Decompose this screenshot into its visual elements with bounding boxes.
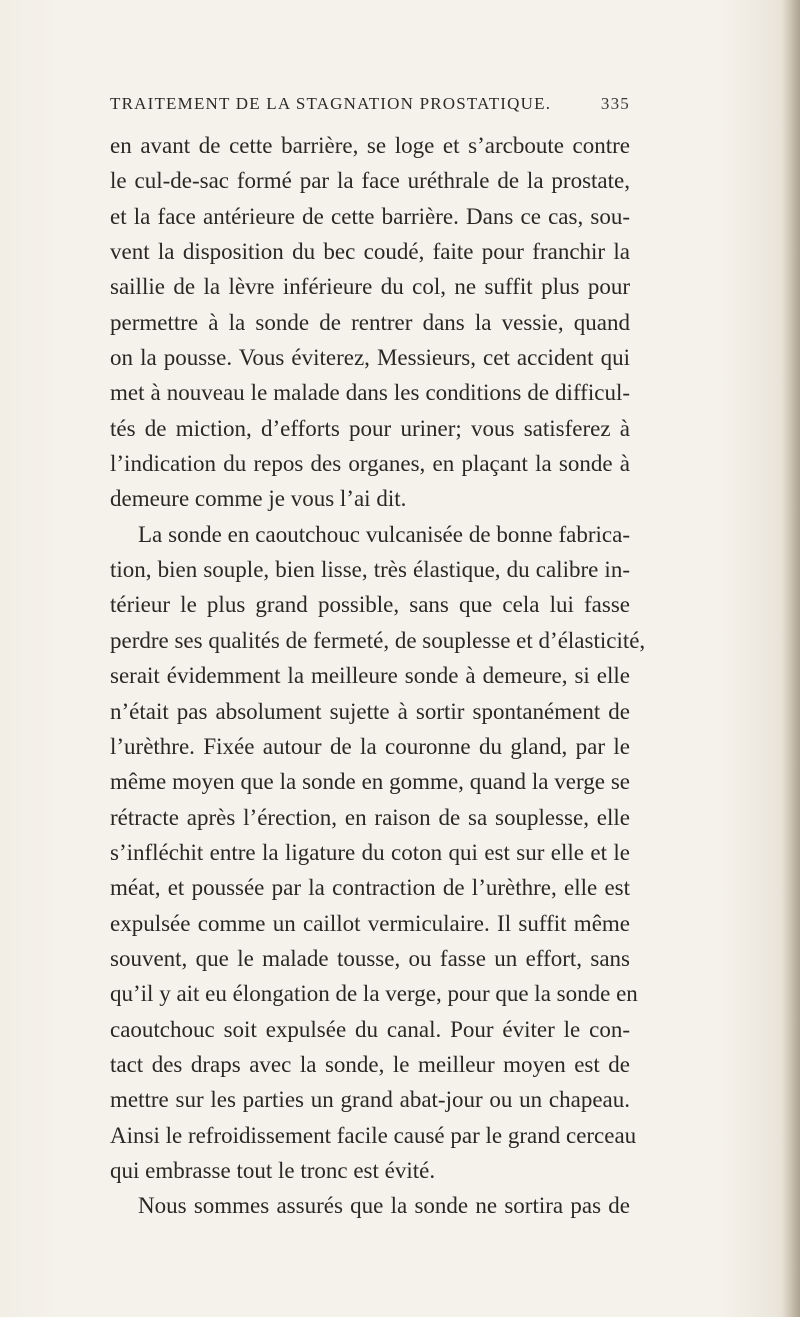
text-line: met à nouveau le malade dans les conditions de difficul- (110, 380, 630, 406)
text-line: vent la disposition du bec coudé, faite pour franchir la (110, 239, 630, 265)
text-line: tés de miction, d’efforts pour uriner; vous satisferez à (110, 415, 630, 441)
page-header (110, 94, 630, 124)
body-text (110, 128, 646, 1224)
text-line: térieur le plus grand possible, sans que cela lui fasse (110, 592, 630, 618)
text-line: méat, et poussée par la contraction de l’urèthre, elle est (110, 875, 630, 901)
running-title: TRAITEMENT DE LA STAGNATION PROSTATIQUE. (110, 94, 552, 113)
text-line: qu’il y ait eu élongation de la verge, pour que la sonde en (110, 981, 638, 1007)
text-line: le cul-de-sac formé par la face uréthrale de la prostate, (110, 168, 630, 194)
text-line: on la pousse. Vous éviterez, Messieurs, cet accident qui (110, 345, 630, 371)
text-line: tact des draps avec la sonde, le meilleur moyen est de (110, 1051, 630, 1077)
text-line: même moyen que la sonde en gomme, quand la verge se (110, 769, 630, 795)
text-line: en avant de cette barrière, se loge et s’arcboute contre (110, 133, 630, 158)
text-line: permettre à la sonde de rentrer dans la vessie, quand (110, 309, 630, 335)
text-line: Ainsi le refroidissement facile causé par le grand cerceau (110, 1122, 637, 1148)
text-line: expulsée comme un caillot vermiculaire. Il suffit même (110, 910, 630, 936)
text-line: s’infléchit entre la ligature du coton qui est sur elle et le (110, 839, 630, 865)
text-line: l’urèthre. Fixée autour de la couronne du gland, par le (110, 733, 630, 759)
text-line: demeure comme je vous l’ai dit. (110, 486, 407, 512)
text-line: serait évidemment la meilleure sonde à demeure, si elle (110, 663, 630, 689)
text-line: mettre sur les parties un grand abat-jour ou un chapeau. (110, 1087, 630, 1113)
text-line: n’était pas absolument sujette à sortir spontanément de (110, 698, 630, 724)
text-line: tion, bien souple, bien lisse, très élastique, du calibre in- (110, 557, 630, 583)
paragraph-start-line: La sonde en caoutchouc vulcanisée de bonne fabrica- (138, 521, 630, 547)
text-line: souvent, que le malade tousse, ou fasse un effort, sans (110, 945, 630, 971)
text-line: et la face antérieure de cette barrière. Dans ce cas, sou- (110, 203, 630, 229)
paragraph-start-line: Nous sommes assurés que la sonde ne sortira pas de (138, 1193, 630, 1219)
text-line: qui embrasse tout le tronc est évité. (110, 1157, 436, 1183)
text-line: rétracte après l’érection, en raison de sa souplesse, elle (110, 804, 630, 830)
text-line: perdre ses qualités de fermeté, de souplesse et d’élasticité, (110, 627, 646, 653)
text-line: saillie de la lèvre inférieure du col, ne suffit plus pour (110, 274, 630, 300)
text-line: l’indication du repos des organes, en plaçant la sonde à (110, 451, 630, 477)
text-line: caoutchouc soit expulsée du canal. Pour éviter le con- (110, 1016, 630, 1042)
page-edge-shadow (782, 0, 800, 1317)
page-number: 335 (600, 94, 630, 113)
